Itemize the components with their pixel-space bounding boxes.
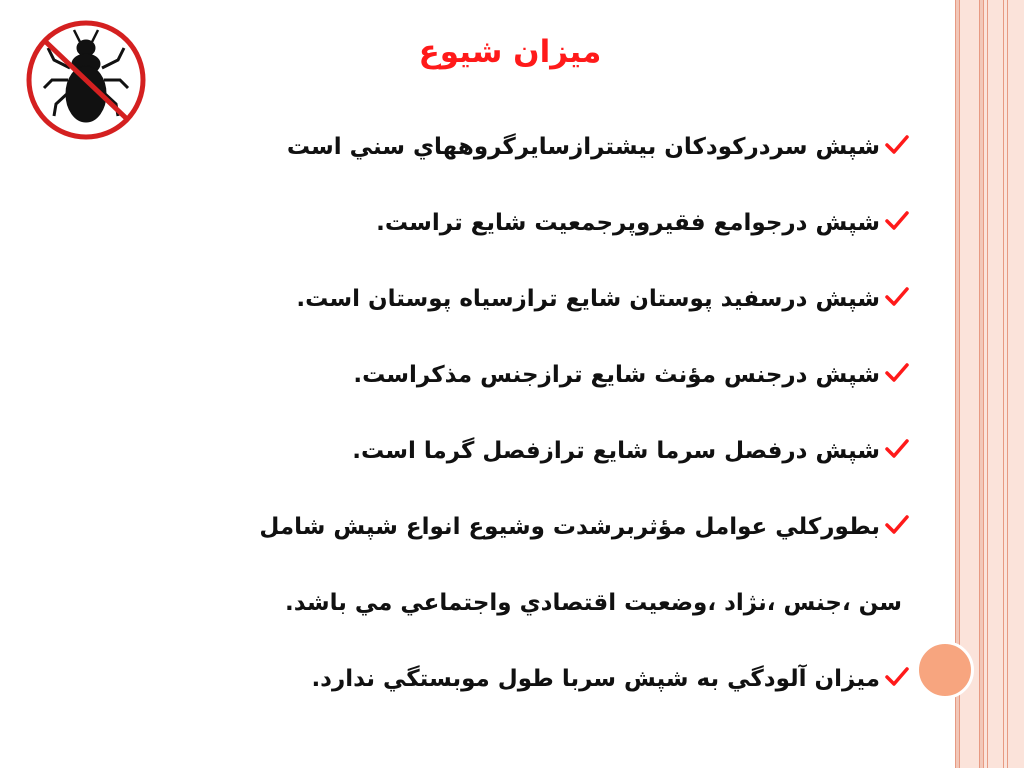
checkmark-icon [884, 362, 910, 384]
bullet-text: ميزان آلودگي به شپش سربا طول موبستگي ندارد. [311, 666, 880, 692]
bullet-item [376, 210, 910, 236]
slide-title: ميزان شيوع [418, 34, 602, 70]
checkmark-icon [884, 134, 910, 156]
bullet-text: بطوركلي عوامل مؤثربرشدت وشيوع انواع شپش شامل [259, 514, 880, 540]
bullet-text: سن ،جنس ،نژاد ،وضعيت اقتصادي واجتماعي مي باشد. [284, 590, 902, 616]
checkmark-icon [884, 666, 910, 688]
bullet-item [287, 134, 910, 160]
checkmark-icon [884, 514, 910, 536]
checkmark-icon [884, 438, 910, 460]
no-lice-icon [24, 18, 148, 142]
bullet-item [352, 438, 910, 464]
bullet-item [311, 666, 910, 692]
bullet-text: شپش درجنس مؤنث شايع ترازجنس مذكراست. [353, 362, 880, 388]
bullet-text: شپش سردركودكان بيشترازسايرگروههاي سني است [286, 134, 880, 160]
bullet-item [296, 286, 910, 312]
bullet-item [353, 362, 910, 388]
orange-circle-ornament [916, 641, 974, 699]
bullet-continuation [285, 590, 902, 616]
checkmark-icon [884, 286, 910, 308]
bullet-item [259, 514, 910, 540]
bullet-text: شپش درفصل سرما شايع ترازفصل گرما است. [352, 438, 880, 464]
bullet-text: شپش درسفيد پوستان شايع ترازسياه پوستان است. [296, 286, 880, 312]
checkmark-icon [884, 210, 910, 232]
bullet-text: شپش درجوامع فقيروپرجمعيت شايع تراست. [376, 210, 880, 236]
